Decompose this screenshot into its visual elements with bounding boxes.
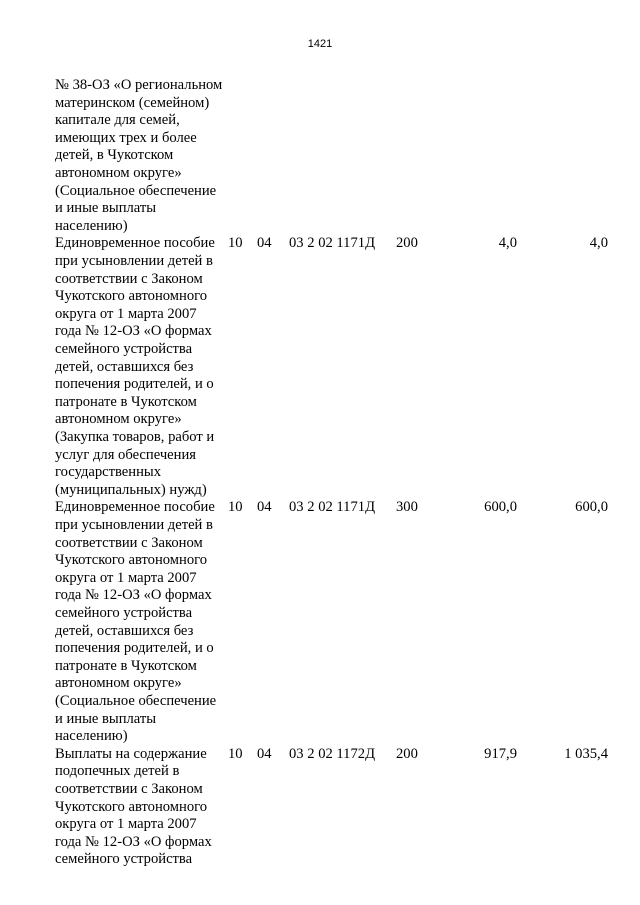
amount-year1: 4,0 xyxy=(498,235,517,252)
row-description-line: автономном округе» xyxy=(55,165,182,181)
row-description-line: № 38-ОЗ «О региональном xyxy=(55,77,223,93)
row-description-line: округа от 1 марта 2007 xyxy=(55,569,197,586)
row-description-line: года № 12-ОЗ «О формах xyxy=(55,587,212,604)
row-description-line: Выплаты на содержание xyxy=(55,745,207,762)
page-number: 1421 xyxy=(307,38,333,50)
row-description-line: Чукотского автономного xyxy=(55,288,208,305)
row-description-line: государственных xyxy=(55,464,162,481)
row-description-line: населению) xyxy=(55,728,128,745)
row-description-line: года № 12-ОЗ «О формах xyxy=(55,323,212,340)
section-code: 10 xyxy=(228,235,243,252)
expense-type-code: 300 xyxy=(396,499,418,516)
amount-year1: 917,9 xyxy=(484,745,517,762)
row-description-line: (муниципальных) нужд) xyxy=(55,481,207,498)
section-code: 10 xyxy=(228,499,243,516)
row-description-line: (Социальное обеспечение xyxy=(55,693,217,709)
row-description-line: и иные выплаты xyxy=(55,200,157,217)
row-description-line: автономном округе» xyxy=(55,675,182,692)
amount-year2: 600,0 xyxy=(575,499,608,516)
row-description-line: имеющих трех и более xyxy=(55,129,197,146)
row-description-line: патронате в Чукотском xyxy=(55,393,197,410)
row-description-line: соответствии с Законом xyxy=(55,534,203,551)
subsection-code: 04 xyxy=(257,499,272,516)
row-description-line: детей, в Чукотском xyxy=(55,147,174,164)
subsection-code: 04 xyxy=(257,235,272,252)
row-description-line: попечения родителей, и о xyxy=(55,640,214,657)
row-description-line: Единовременное пособие xyxy=(55,499,215,516)
row-description-line: округа от 1 марта 2007 xyxy=(55,816,197,833)
row-description-line: Чукотского автономного xyxy=(55,798,208,815)
expense-type-code: 200 xyxy=(396,745,418,762)
row-description-line: при усыновлении детей в xyxy=(55,253,213,269)
row-description-line: автономном округе» xyxy=(55,411,182,428)
row-description-line: семейного устройства xyxy=(55,605,193,621)
row-description-line: семейного устройства xyxy=(55,851,193,868)
row-description-line: услуг для обеспечения xyxy=(55,446,196,463)
expense-type-code: 200 xyxy=(396,235,418,252)
row-description-line: при усыновлении детей в xyxy=(55,517,213,533)
row-description-line: населению) xyxy=(55,217,128,234)
row-description-line: соответствии с Законом xyxy=(55,781,203,797)
row-description-line: детей, оставшихся без xyxy=(55,358,194,375)
row-description-line: патронате в Чукотском xyxy=(55,657,197,674)
row-description-line: и иные выплаты xyxy=(55,710,157,727)
amount-year1: 600,0 xyxy=(484,499,517,516)
row-description-line: попечения родителей, и о xyxy=(55,376,214,393)
row-description-line: капитале для семей, xyxy=(55,112,180,129)
amount-year2: 4,0 xyxy=(589,235,608,252)
row-description-line: материнском (семейном) xyxy=(55,94,210,111)
row-description-line: подопечных детей в xyxy=(55,763,180,780)
row-description-line: соответствии с Законом xyxy=(55,270,203,287)
row-description-line: Чукотского автономного xyxy=(55,552,208,569)
section-code: 10 xyxy=(228,745,243,762)
target-article-code: 03 2 02 1171Д xyxy=(289,235,376,252)
row-description-line: семейного устройства xyxy=(55,341,193,357)
row-description-line: (Закупка товаров, работ и xyxy=(55,429,215,445)
row-description-line: (Социальное обеспечение xyxy=(55,182,217,199)
amount-year2: 1 035,4 xyxy=(564,745,608,762)
row-description-line: года № 12-ОЗ «О формах xyxy=(55,833,212,850)
row-description-line: детей, оставшихся без xyxy=(55,622,194,639)
target-article-code: 03 2 02 1172Д xyxy=(289,745,376,762)
row-description-line: округа от 1 марта 2007 xyxy=(55,305,197,322)
row-description-line: Единовременное пособие xyxy=(55,235,215,252)
target-article-code: 03 2 02 1171Д xyxy=(289,499,376,516)
subsection-code: 04 xyxy=(257,745,272,762)
